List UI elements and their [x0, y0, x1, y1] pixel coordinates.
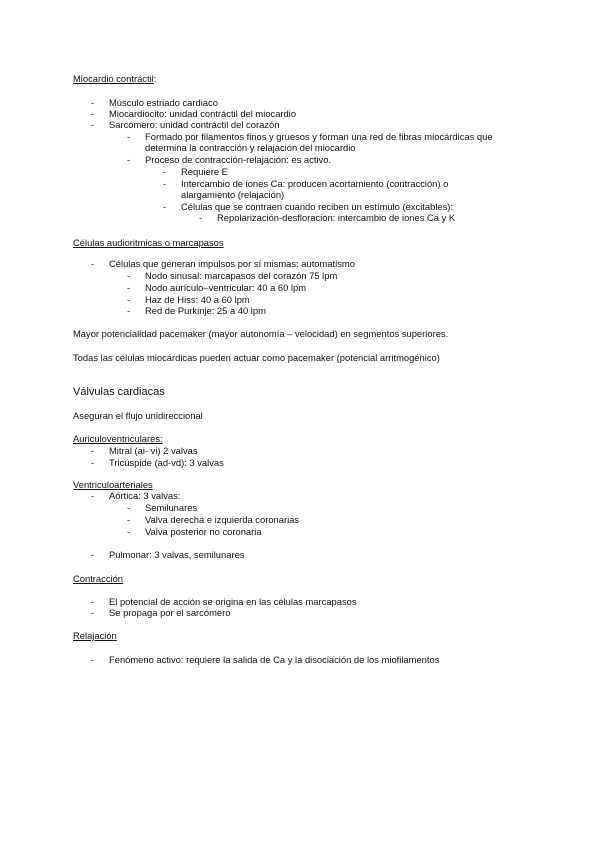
bullet: - [91, 258, 95, 269]
bullet: - [91, 596, 95, 607]
bullet: - [91, 490, 95, 501]
list-item: Nodo aurículo–ventricular: 40 a 60 lpm [145, 282, 307, 293]
bullet: - [91, 654, 95, 665]
paragraph: Todas las células miocárdicas pueden actuar como pacemaker (potencial arritmogénico) [73, 352, 440, 363]
bullet: - [199, 212, 203, 223]
bullet: - [91, 108, 95, 119]
list-item: Músculo estriado cardiaco [109, 97, 218, 108]
section-title-valvulas: Válvulas cardiacas [73, 386, 165, 398]
list-item: Semilunares [145, 502, 198, 513]
list-item: Aórtica: 3 valvas: [109, 490, 181, 501]
bullet: - [127, 282, 131, 293]
bullet: - [127, 294, 131, 305]
bullet: - [91, 119, 95, 130]
list-item: Células que generan impulsos por sí mismas: automatismo [109, 258, 355, 269]
subsection-title-va: Ventriculoarteriales [73, 479, 153, 490]
bullet: - [91, 457, 95, 468]
list-item: El potencial de acción se origina en las células marcapasos [109, 596, 357, 607]
bullet: - [127, 502, 131, 513]
list-item: Células que se contraen cuando reciben un estímulo (excitables): [181, 201, 454, 212]
list-item-continuation: alargamiento (relajación) [181, 189, 285, 200]
list-item: Tricúspide (ad-vd): 3 valvas [109, 457, 224, 468]
list-item: Nodo sinusal: marcapasos del corazón 75 lpm [145, 270, 338, 281]
list-item: Formado por filamentos finos y gruesos y forman una red de fibras miocárdicas que [145, 131, 493, 142]
list-item-continuation: determina la contracción y relajación del miocardio [145, 142, 356, 153]
section-title-marcapasos: Células audioritmicas o marcapasos [73, 237, 224, 248]
bullet: - [91, 549, 95, 560]
list-item: Haz de Hiss: 40 a 60 lpm [145, 294, 250, 305]
list-item: Valva derecha e izquierda coronarias [145, 514, 300, 525]
bullet: - [91, 445, 95, 456]
list-item: Miocardiocito: unidad contráctil del miocardio [109, 108, 297, 119]
section-title-contraccion: Contracción [73, 573, 124, 584]
bullet: - [91, 97, 95, 108]
list-item: Mitral (ai- vi) 2 valvas [109, 445, 198, 456]
section-title-miocardio: Miocardio contráctil: [73, 73, 157, 84]
list-item: Se propaga por el sarcómero [109, 607, 231, 618]
list-item: Repolarización-desfloracion: intercambio de iones Ca y K [217, 212, 456, 223]
list-item: Fenómeno activo: requiere la salida de Ca y la disociación de los miofilamentos [109, 654, 440, 665]
list-item: Valva posterior no coronaria [145, 526, 262, 537]
list-item: Requiere E [181, 166, 228, 177]
list-item: Intercambio de iones Ca: producen acortamiento (contracción) o [181, 178, 449, 189]
bullet: - [163, 166, 167, 177]
bullet: - [91, 607, 95, 618]
bullet: - [127, 514, 131, 525]
bullet: - [127, 305, 131, 316]
list-item: Pulmonar: 3 valvas, semilunares [109, 549, 245, 560]
bullet: - [127, 131, 131, 142]
subsection-title-av: Auriculoventriculares: [73, 433, 163, 444]
paragraph: Aseguran el flujo unidireccional [73, 410, 203, 421]
section-title-relajacion: Relajación [73, 630, 117, 641]
list-item: Sarcómero: unidad contráctil del corazón [109, 119, 280, 130]
bullet: - [127, 270, 131, 281]
bullet: - [127, 154, 131, 165]
paragraph: Mayor potencialidad pacemaker (mayor autonomía – velocidad) en segmentos superiores. [73, 328, 449, 339]
list-item: Proceso de contracción-relajación: es activo. [145, 154, 332, 165]
bullet: - [163, 201, 167, 212]
bullet: - [127, 526, 131, 537]
bullet: - [163, 178, 167, 189]
list-item: Red de Purkinje: 25 a 40 lpm [145, 305, 266, 316]
